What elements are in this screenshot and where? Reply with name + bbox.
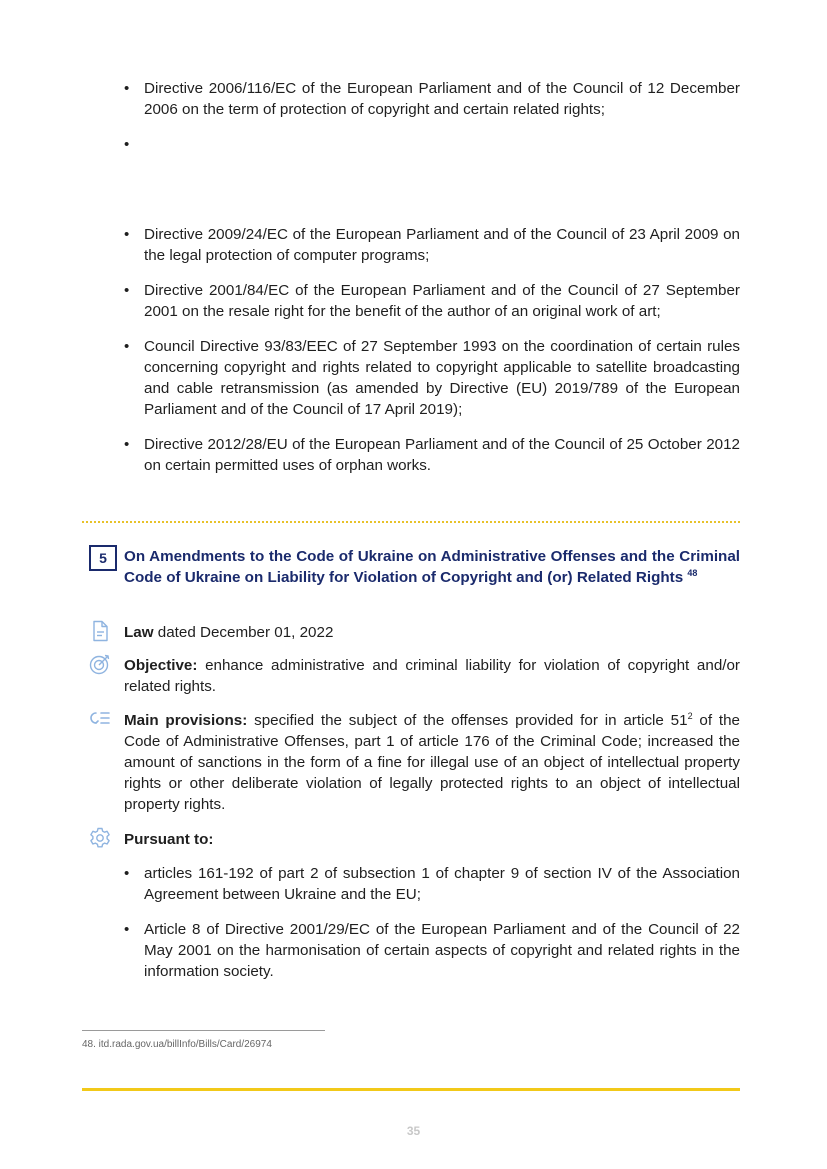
- section-divider: [82, 521, 740, 523]
- gear-icon: [88, 826, 112, 850]
- list-item: • Article 8 of Directive 2001/29/EC of the European Parliament and of the Council of 22 May 2001 on the harmonisation of certain aspects of copyright and related rights in the information society.: [124, 921, 740, 980]
- footnote-separator: [82, 1030, 325, 1031]
- footnote-reference[interactable]: 48: [687, 567, 698, 578]
- section-title: On Amendments to the Code of Ukraine on Administrative Offenses and the Criminal Code of Ukraine on Liability for Violation of Copyright and (or) Related Rights $^{48}$: [124, 548, 740, 586]
- footer-bar: [82, 1088, 740, 1091]
- bullet-marker: •: [124, 338, 130, 355]
- bullet-marker: •: [124, 865, 130, 882]
- list-item: [124, 134, 740, 196]
- pursuant-list: [124, 863, 740, 982]
- bullet-marker: •: [124, 80, 130, 97]
- list-item: • articles 161-192 of part 2 of subsection 1 of chapter 9 of section IV of the Association Agreement between Ukraine and the EU;: [124, 865, 740, 903]
- law-row: Law dated December 01, 2022: [124, 624, 334, 641]
- directive-list: [124, 78, 740, 490]
- section-number-badge: 5: [89, 545, 117, 571]
- bullet-marker: •: [124, 136, 130, 153]
- list-item: • Directive 2009/24/EC of the European Parliament and of the Council of 23 April 2009 on the legal protection of computer programs;: [124, 226, 740, 264]
- bullet-marker: •: [124, 921, 130, 938]
- list-icon: [88, 707, 112, 731]
- list-item: • Council Directive 93/83/EEC of 27 September 1993 on the coordination of certain rules concerning copyright and rights related to copyright applicable to satellite broadcasting and cable retransmission (as amended by Directive (EU) 2019/789 of the European Parliament and of the Council of 17 April 2019);: [124, 338, 740, 418]
- objective-row: Objective: enhance administrative and criminal liability for violation of copyright and/or related rights.: [124, 657, 740, 695]
- bullet-marker: •: [124, 436, 130, 453]
- document-icon: [88, 619, 112, 643]
- list-item: • Directive 2012/28/EU of the European Parliament and of the Council of 25 October 2012 on certain permitted uses of orphan works.: [124, 436, 740, 474]
- bullet-marker: •: [124, 226, 130, 243]
- list-item: • Directive 2001/84/EC of the European Parliament and of the Council of 27 September 2001 on the resale right for the benefit of the author of an original work of art;: [124, 282, 740, 320]
- list-item: • Directive 2006/116/EC of the European Parliament and of the Council of 12 December 2006 on the term of protection of copyright and certain related rights;: [124, 80, 740, 118]
- page-number: 35: [406, 1124, 421, 1138]
- main-provisions-row: Main provisions: specified the subject of the offenses provided for in article $51^2$ of the Code of Administrative Offenses, part 1 of article 176 of the Criminal Code; increased the amount of sanctions in the form of a fine for illegal use of an object of intellectual property rights or other deliberate violation of legally protected rights to an object of intellectual property rights.: [124, 710, 741, 813]
- footnote: 48. itd.rada.gov.ua/billInfo/Bills/Card/26974: [82, 1039, 272, 1050]
- pursuant-heading: Pursuant to:: [124, 831, 214, 848]
- bullet-marker: •: [124, 282, 130, 299]
- target-icon: [88, 652, 112, 676]
